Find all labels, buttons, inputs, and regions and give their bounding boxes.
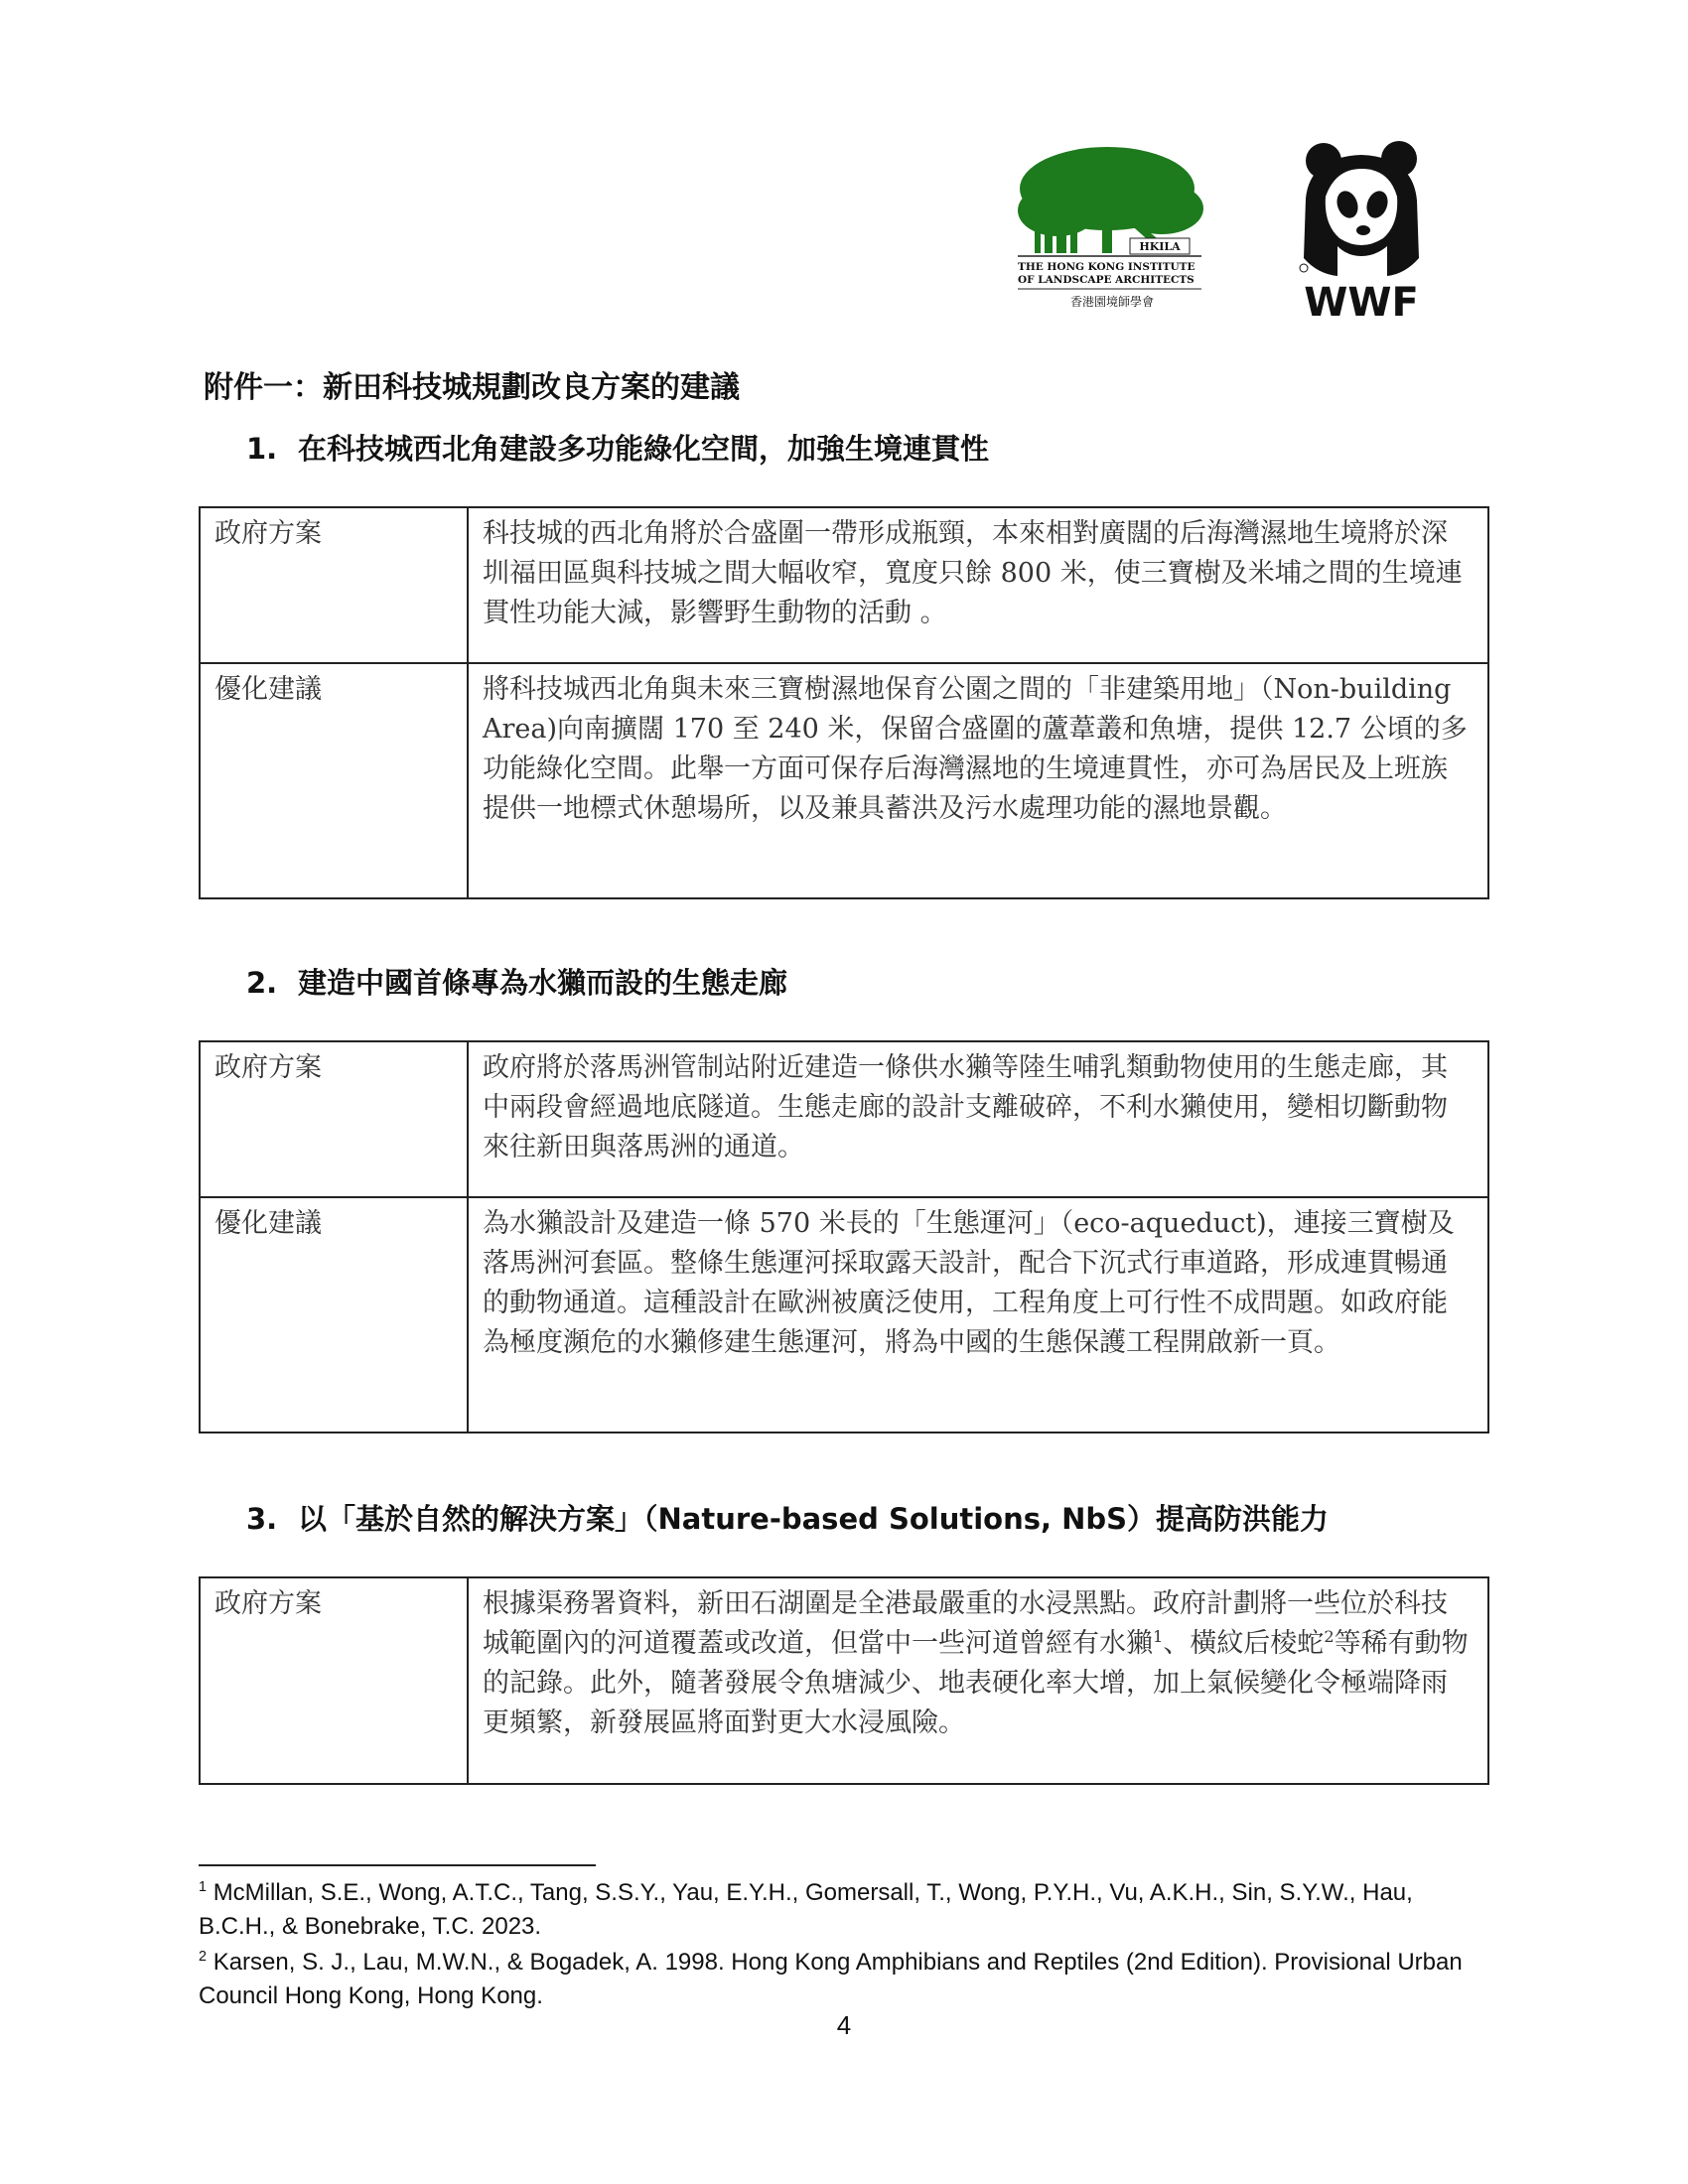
table-row bbox=[200, 663, 1488, 898]
footnote-text: Karsen, S. J., Lau, M.W.N., & Bogadek, A. 1998. Hong Kong Amphibians and Reptiles (2nd Edition). Provisional Urban Council Hong Kong, Hong Kong. bbox=[199, 1949, 1463, 2009]
hkila-abbr: HKILA bbox=[1139, 240, 1181, 253]
row-text bbox=[468, 1577, 1488, 1784]
section-number: 2. bbox=[246, 966, 278, 1000]
table-row bbox=[200, 1577, 1488, 1784]
row-text-part: 等稀有動物的記錄。此外，隨著發展令魚塘減少、地表硬化率大增，加上氣候變化令極端降雨更頻繁，新發展區將面對更大水浸風險。 bbox=[483, 1628, 1469, 1738]
section-title: 在科技城西北角建設多功能綠化空間，加強生境連貫性 bbox=[298, 432, 990, 466]
row-text-part: 、橫紋后棱蛇 bbox=[1163, 1628, 1325, 1659]
table-row bbox=[200, 507, 1488, 663]
section-2-heading bbox=[246, 961, 787, 1002]
section-1-heading bbox=[246, 427, 989, 468]
section-title: 建造中國首條專為水獺而設的生態走廊 bbox=[298, 966, 788, 1000]
wwf-logo bbox=[1296, 139, 1425, 323]
row-text: 科技城的西北角將於合盛圍一帶形成瓶頸，本來相對廣闊的后海灣濕地生境將於深圳福田區與科技城之間大幅收窄，寬度只餘 800 米，使三寶樹及米埔之間的生境連貫性功能大減，影響野生動物的活動 。 bbox=[468, 507, 1488, 663]
wwf-wordmark: WWF bbox=[1304, 280, 1419, 323]
footnote-ref-2[interactable]: 2 bbox=[1324, 1627, 1335, 1646]
hkila-name-zh: 香港園境師學會 bbox=[1069, 295, 1155, 309]
row-label: 優化建議 bbox=[200, 1197, 468, 1433]
section-number: 1. bbox=[246, 432, 278, 466]
section-title: 以「基於自然的解決方案」（Nature-based Solutions, NbS）提高防洪能力 bbox=[298, 1502, 1330, 1536]
table-row bbox=[200, 1041, 1488, 1197]
footnote-ref-1[interactable]: 1 bbox=[1153, 1627, 1164, 1646]
page-number: 4 bbox=[836, 2010, 852, 2040]
hkila-name-line2: OF LANDSCAPE ARCHITECTS bbox=[1018, 274, 1195, 286]
row-text: 將科技城西北角與未來三寶樹濕地保育公園之間的「非建築用地」（Non-building Area)向南擴闊 170 至 240 米，保留合盛圍的蘆葦叢和魚塘，提供 12.7 公頃的多功能綠化空間。此舉一方面可保存后海灣濕地的生境連貫性，亦可為居民及上班族提供一地標式休憩場所，以及兼具蓄洪及污水處理功能的濕地景觀。 bbox=[468, 663, 1488, 898]
section-1-table bbox=[199, 506, 1489, 899]
row-label: 政府方案 bbox=[200, 507, 468, 663]
row-text: 為水獺設計及建造一條 570 米長的「生態運河」（eco-aqueduct)，連接三寶樹及落馬洲河套區。整條生態運河採取露天設計，配合下沉式行車道路，形成連貫暢通的動物通道。這種設計在歐洲被廣泛使用，工程角度上可行性不成問題。如政府能為極度瀕危的水獺修建生態運河，將為中國的生態保護工程開啟新一頁。 bbox=[468, 1197, 1488, 1433]
row-text-part: 根據渠務署資料，新田石湖圍是全港最嚴重的水浸黑點。政府計劃將一些位於科技城範圍內的河道覆蓋或改道，但當中一些河道曾經有水獺 bbox=[483, 1588, 1448, 1659]
footnote-text: McMillan, S.E., Wong, A.T.C., Tang, S.S.Y., Yau, E.Y.H., Gomersall, T., Wong, P.Y.H., Vu, A.K.H., Sin, S.Y.W., Hau, B.C.H., & Bonebrake, T.C. 2023. bbox=[199, 1879, 1413, 1940]
section-3-heading bbox=[246, 1497, 1329, 1538]
table-row bbox=[200, 1197, 1488, 1433]
footnote-number: 1 bbox=[199, 1879, 208, 1895]
row-label: 優化建議 bbox=[200, 663, 468, 898]
section-2-table bbox=[199, 1040, 1489, 1433]
annex-title: 附件一：新田科技城規劃改良方案的建議 bbox=[204, 370, 740, 405]
row-text: 政府將於落馬洲管制站附近建造一條供水獺等陸生哺乳類動物使用的生態走廊，其中兩段會經過地底隧道。生態走廊的設計支離破碎，不利水獺使用，變相切斷動物來往新田與落馬洲的通道。 bbox=[468, 1041, 1488, 1197]
footnote-divider bbox=[199, 1864, 596, 1866]
footnote-item bbox=[199, 1946, 1489, 2013]
row-label: 政府方案 bbox=[200, 1577, 468, 1784]
footnotes bbox=[199, 1876, 1489, 2015]
hkila-name-line1: THE HONG KONG INSTITUTE bbox=[1018, 261, 1196, 273]
row-label: 政府方案 bbox=[200, 1041, 468, 1197]
logo-area bbox=[1013, 139, 1430, 338]
hkila-logo bbox=[1013, 139, 1206, 328]
footnote-item bbox=[199, 1876, 1489, 1944]
section-3-table bbox=[199, 1576, 1489, 1785]
footnote-number: 2 bbox=[199, 1949, 208, 1965]
section-number: 3. bbox=[246, 1502, 278, 1536]
